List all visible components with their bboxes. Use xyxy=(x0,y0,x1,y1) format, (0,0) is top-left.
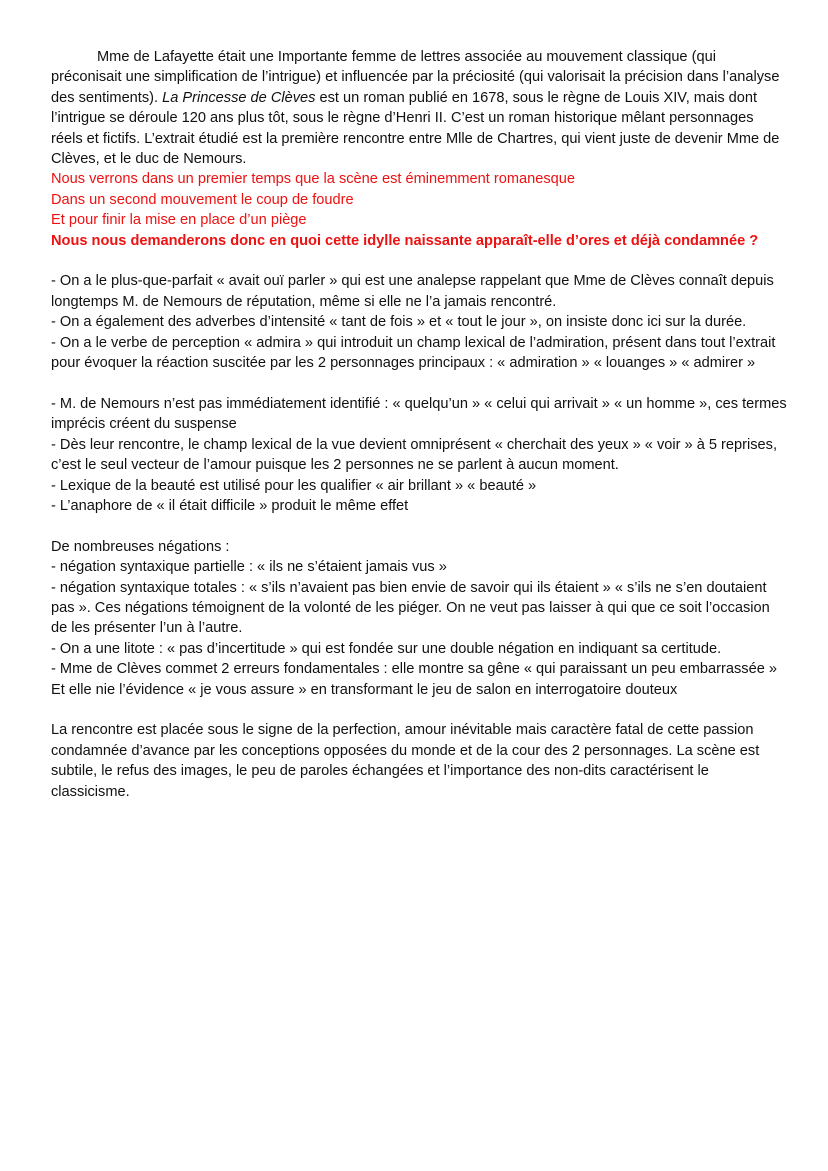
list-item: - Mme de Clèves commet 2 erreurs fondamentales : elle montre sa gêne « qui paraissant un peu embarrassée » xyxy=(51,661,778,678)
plan-line-2: Dans un second mouvement le coup de foudre xyxy=(51,191,354,208)
list-item: - M. de Nemours n’est pas immédiatement identifié : « quelqu’un » « celui qui arrivait » « un homme », ces termes imprécis créent du suspense xyxy=(51,395,787,433)
conclusion-paragraph: La rencontre est placée sous le signe de la perfection, amour inévitable mais caractère fatal de cette passion condamnée d’avance par les conceptions opposées du monde et de la cour des 2 personnages. La scène est subtile, le refus des images, le peu de paroles échangées et l’importance des non-dits caractérisent le classicisme. xyxy=(51,722,760,800)
section-heading: De nombreuses négations : xyxy=(51,538,230,555)
list-item: - négation syntaxique partielle : « ils ne s’étaient jamais vus » xyxy=(51,559,447,576)
spacer xyxy=(51,251,788,271)
list-item: - On a également des adverbes d’intensité « tant de fois » et « tout le jour », on insiste donc ici sur la durée. xyxy=(51,314,747,331)
list-item: - On a le verbe de perception « admira » qui introduit un champ lexical de l’admiration, présent dans tout l’extrait pour évoquer la réaction suscitée par les 2 personnages principaux : « admiration » « louanges » « admirer » xyxy=(51,334,776,372)
spacer xyxy=(51,373,788,393)
list-item: - Dès leur rencontre, le champ lexical de la vue devient omniprésent « cherchait des yeux » « voir » à 5 reprises, c’est le seul vecteur de l’amour puisque les 2 personnes ne se parlent à aucun moment. xyxy=(51,436,778,474)
book-title: La Princesse de Clèves xyxy=(162,89,316,106)
section-2 xyxy=(51,394,788,516)
spacer xyxy=(51,516,788,536)
introduction-paragraph xyxy=(51,47,788,169)
intro-text-part1: Mme de Lafayette était une Importante femme de lettres associée au mouvement classique (qui préconisait une simplification de l’intrigue) et influencée par la préciosité (qui valorisait la précision dans l’analyse des sentiments). xyxy=(51,49,780,106)
section-1 xyxy=(51,271,788,373)
spacer xyxy=(51,700,788,720)
plan-annonce xyxy=(51,169,788,251)
list-item: - L’anaphore de « il était difficile » produit le même effet xyxy=(51,497,409,514)
list-item: - On a une litote : « pas d’incertitude » qui est fondée sur une double négation en indiquant sa certitude. xyxy=(51,640,722,657)
section-3 xyxy=(51,537,788,700)
intro-text-part2: est un roman publié en 1678, sous le règne de Louis XIV, mais dont l’intrigue se déroule 120 ans plus tôt, sous le règne d’Henri II. C’est un roman historique mêlant personnages réels et fictifs. L’extrait étudié est la première rencontre entre Mlle de Chartres, qui vient juste de devenir Mme de Clèves, et le duc de Nemours. xyxy=(51,89,780,168)
list-item: - Lexique de la beauté est utilisé pour les qualifier « air brillant » « beauté » xyxy=(51,477,537,494)
list-item: Et elle nie l’évidence « je vous assure » en transformant le jeu de salon en interrogatoire douteux xyxy=(51,681,678,698)
problematique: Nous nous demanderons donc en quoi cette idylle naissante apparaît-elle d’ores et déjà condamnée ? xyxy=(51,232,759,249)
plan-line-3: Et pour finir la mise en place d’un piège xyxy=(51,212,307,229)
plan-line-1: Nous verrons dans un premier temps que la scène est éminemment romanesque xyxy=(51,171,576,188)
list-item: - négation syntaxique totales : « s’ils n’avaient pas bien envie de savoir qui ils étaient » « s’ils ne s’en doutaient pas ». Ces négations témoignent de la volonté de les piéger. On ne veut pas laisser à qui que ce soit l’occasion de les présenter l’un à l’autre. xyxy=(51,579,770,637)
list-item: - On a le plus-que-parfait « avait ouï parler » qui est une analepse rappelant que Mme de Clèves connaît depuis longtemps M. de Nemours de réputation, même si elle ne l’a jamais rencontré. xyxy=(51,273,774,310)
